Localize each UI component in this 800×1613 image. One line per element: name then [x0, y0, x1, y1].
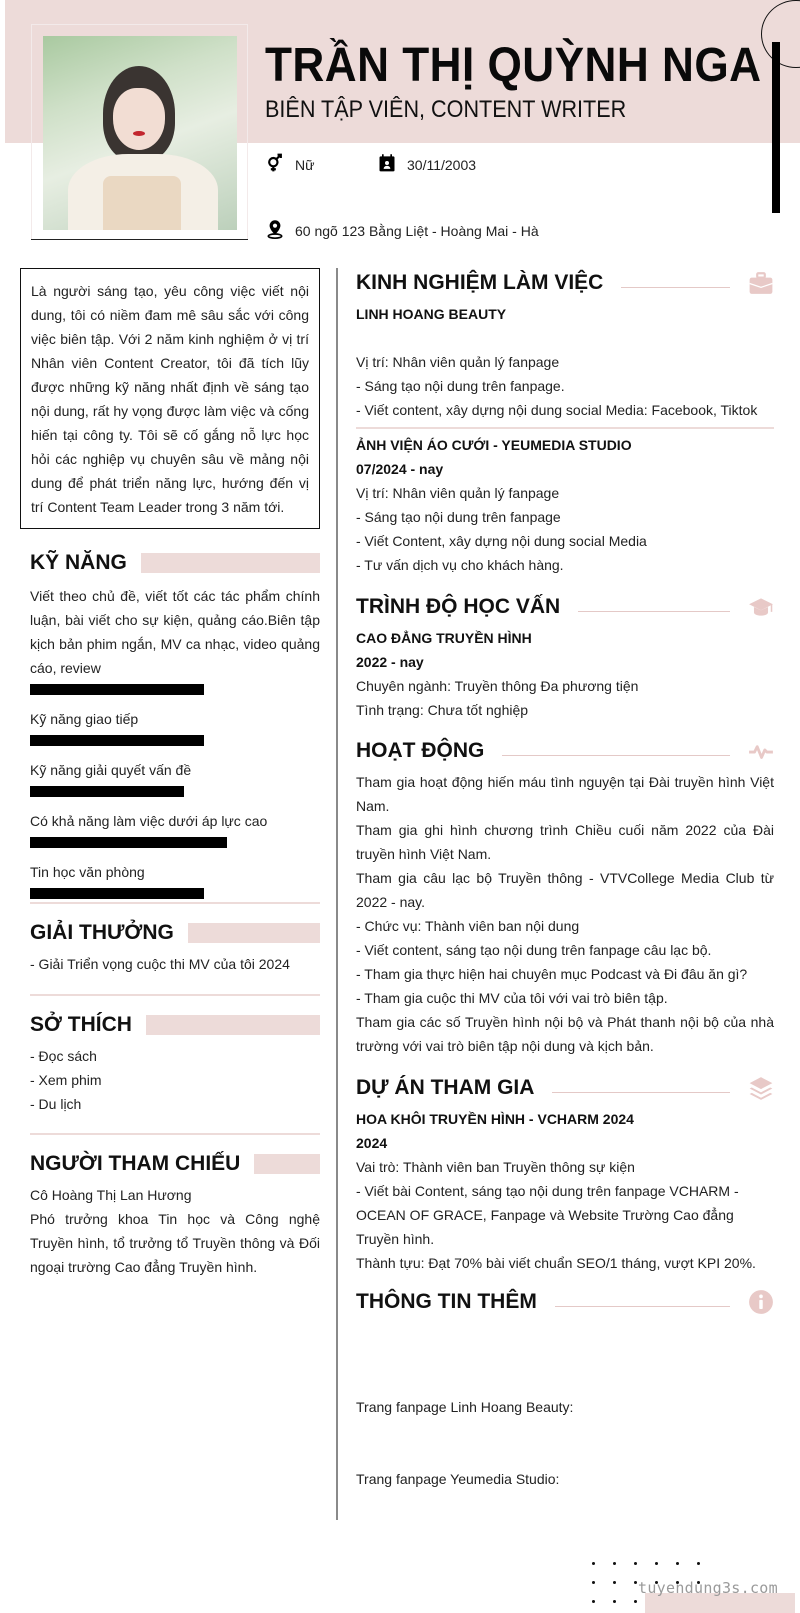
job-line: Vị trí: Nhân viên quản lý fanpage [356, 485, 560, 501]
title-line [552, 1092, 730, 1093]
job-period [356, 326, 774, 350]
skill-label: Tin học văn phòng [30, 864, 145, 880]
hobbies-section [30, 1010, 320, 1116]
job-line: - Sáng tạo nội dung trên fanpage. [356, 378, 565, 394]
graduation-cap-icon [748, 594, 774, 620]
activity-line: Tham gia câu lạc bộ Truyền thông - VTVCollege Media Club từ 2022 - nay. [356, 870, 774, 910]
layers-icon [748, 1075, 774, 1101]
activity-line: Tham gia ghi hình chương trình Chiều cuối năm 2022 của Đài truyền hình Việt Nam. [356, 822, 774, 862]
job-line: - Viết content, xây dựng nội dung social Media: Facebook, Tiktok [356, 402, 758, 418]
job-line: - Sáng tạo nội dung trên fanpage [356, 509, 561, 525]
activities-title: HOẠT ĐỘNG [356, 739, 485, 762]
watermark: tuyendung3s.com [638, 1579, 778, 1597]
heartbeat-icon [748, 738, 774, 764]
hobbies-title: SỞ THÍCH [30, 1013, 132, 1036]
skill-label: Có khả năng làm việc dưới áp lực cao [30, 813, 268, 829]
activity-line: Tham gia các số Truyền hình nội bộ và Phát thanh nội bộ của nhà trường với vai trò biên tập nội dung và kịch bản. [356, 1014, 774, 1054]
gender-icon [265, 153, 285, 176]
education-title: TRÌNH ĐỘ HỌC VẤN [356, 595, 561, 618]
school-name: CAO ĐẲNG TRUYỀN HÌNH [356, 630, 532, 646]
projects-section [356, 1073, 774, 1275]
skills-heading [30, 548, 320, 578]
project-name: HOA KHÔI TRUYỀN HÌNH - VCHARM 2024 [356, 1111, 634, 1127]
reference-name: Cô Hoàng Thị Lan Hương [30, 1187, 192, 1203]
skill-level-bar [30, 684, 204, 695]
skill-label: Kỹ năng giao tiếp [30, 711, 139, 727]
activity-line: - Chức vụ: Thành viên ban nội dung [356, 918, 580, 934]
skills-section [30, 548, 320, 911]
section-divider [30, 902, 320, 904]
decorative-bar [772, 42, 780, 213]
award-item: - Giải Triển vọng cuộc thi MV của tôi 2024 [30, 956, 290, 972]
map-marker-icon [265, 219, 285, 242]
skill-level-bar [30, 786, 184, 797]
title-accent-bar [146, 1015, 320, 1035]
references-section [30, 1149, 320, 1279]
project-period: 2024 [356, 1135, 388, 1151]
title-accent-bar [141, 553, 320, 573]
dob-info [377, 153, 476, 176]
hobby-item: - Xem phim [30, 1072, 102, 1088]
skill-label: Viết theo chủ đề, viết tốt các tác phẩm chính luận, bài viết cho sự kiện, quảng cáo.Biên tập kịch bản phim ngắn, MV ca nhạc, video quảng cáo, review [30, 588, 320, 676]
project-line: Vai trò: Thành viên ban Truyền thông sự kiện [356, 1159, 635, 1175]
company-name: ẢNH VIỆN ÁO CƯỚI - YEUMEDIA STUDIO [356, 437, 632, 453]
dob-value: 30/11/2003 [407, 156, 477, 173]
education-line: Chuyên ngành: Truyền thông Đa phương tiện [356, 678, 639, 694]
column-divider [336, 268, 338, 1520]
title-line [578, 611, 730, 612]
references-title: NGƯỜI THAM CHIẾU [30, 1152, 241, 1175]
skill-level-bar [30, 735, 204, 746]
skill-label: Kỹ năng giải quyết vấn đề [30, 762, 192, 778]
company-name: LINH HOANG BEAUTY [356, 306, 507, 322]
job-line: - Viết Content, xây dựng nội dung social Media [356, 533, 647, 549]
job-period: 07/2024 - nay [356, 461, 444, 477]
title-line [621, 287, 730, 288]
gender-value: Nữ [295, 156, 315, 173]
awards-section [30, 918, 320, 976]
calendar-icon [377, 153, 397, 176]
references-heading [30, 1149, 320, 1179]
activities-heading [356, 736, 774, 766]
skill-level-bar [30, 837, 227, 848]
skills-title: KỸ NĂNG [30, 551, 127, 574]
section-divider [30, 1133, 320, 1135]
projects-heading [356, 1073, 774, 1103]
gender-info [265, 153, 314, 176]
job-line: Vị trí: Nhân viên quản lý fanpage [356, 354, 560, 370]
reference-description: Phó trưởng khoa Tin học và Công nghệ Truyền hình, tổ trưởng tổ Truyền thông và Đối ngoại trường Cao đẳng Truyền hình. [30, 1211, 320, 1275]
title-accent-bar [188, 923, 320, 943]
hobby-item: - Đọc sách [30, 1048, 97, 1064]
activity-line: - Tham gia thực hiện hai chuyên mục Podcast và Đi đâu ăn gì? [356, 966, 748, 982]
additional-line: Trang fanpage Yeumedia Studio: [356, 1471, 560, 1487]
info-icon [748, 1289, 774, 1315]
experience-section [356, 268, 774, 577]
activity-line: Tham gia hoạt động hiến máu tình nguyện tại Đài truyền hình Việt Nam. [356, 774, 774, 814]
additional-heading [356, 1287, 774, 1317]
career-summary: Là người sáng tạo, yêu công việc viết nội dung, tôi có niềm đam mê sâu sắc với công việc biên tập. Với 2 năm kinh nghiệm ở vị trí Nhân viên Content Creator, tôi đã tích lũy được những kỹ năng nhất định về sáng tạo nội dung, rất hy vọng được làm việc và cống hiến tại công ty. Tôi sẽ cố gắng nỗ lực học hỏi các nghiệp vụ chuyên sâu về mảng nội dung để phát triển năng lực, hướng đến vị trí Content Team Leader trong 3 năm tới. [20, 268, 320, 529]
title-line [555, 1306, 730, 1307]
additional-info-section [356, 1287, 774, 1487]
experience-heading [356, 268, 774, 298]
projects-title: DỰ ÁN THAM GIA [356, 1076, 535, 1099]
briefcase-icon [748, 270, 774, 296]
job-separator [356, 427, 774, 429]
avatar [43, 36, 237, 230]
project-line: - Viết bài Content, sáng tạo nội dung trên fanpage VCHARM - OCEAN OF GRACE, Fanpage và Website Trường Cao đẳng Truyền hình. [356, 1183, 739, 1247]
education-period: 2022 - nay [356, 654, 424, 670]
title-line [502, 755, 730, 756]
section-divider [30, 994, 320, 996]
additional-line: Trang fanpage Linh Hoang Beauty: [356, 1399, 574, 1415]
skill-level-bar [30, 888, 204, 899]
experience-title: KINH NGHIỆM LÀM VIỆC [356, 271, 604, 294]
education-section [356, 592, 774, 722]
address-info [265, 219, 539, 242]
candidate-name: TRẦN THỊ QUỲNH NGA [265, 39, 762, 92]
awards-title: GIẢI THƯỞNG [30, 921, 174, 944]
hobby-item: - Du lịch [30, 1096, 82, 1112]
education-heading [356, 592, 774, 622]
activities-section [356, 736, 774, 1058]
hobbies-heading [30, 1010, 320, 1040]
address-value: 60 ngõ 123 Bằng Liệt - Hoàng Mai - Hà [295, 222, 539, 239]
title-accent-bar [254, 1154, 320, 1174]
activity-line: - Tham gia cuộc thi MV của tôi với vai trò biên tập. [356, 990, 668, 1006]
project-line: Thành tựu: Đạt 70% bài viết chuẩn SEO/1 tháng, vượt KPI 20%. [356, 1255, 756, 1271]
activity-line: - Viết content, sáng tạo nội dung trên fanpage câu lạc bộ. [356, 942, 712, 958]
job-title: BIÊN TẬP VIÊN, CONTENT WRITER [265, 96, 627, 123]
education-line: Tình trạng: Chưa tốt nghiệp [356, 702, 529, 718]
job-line: - Tư vấn dịch vụ cho khách hàng. [356, 557, 564, 573]
additional-title: THÔNG TIN THÊM [356, 1290, 537, 1313]
awards-heading [30, 918, 320, 948]
